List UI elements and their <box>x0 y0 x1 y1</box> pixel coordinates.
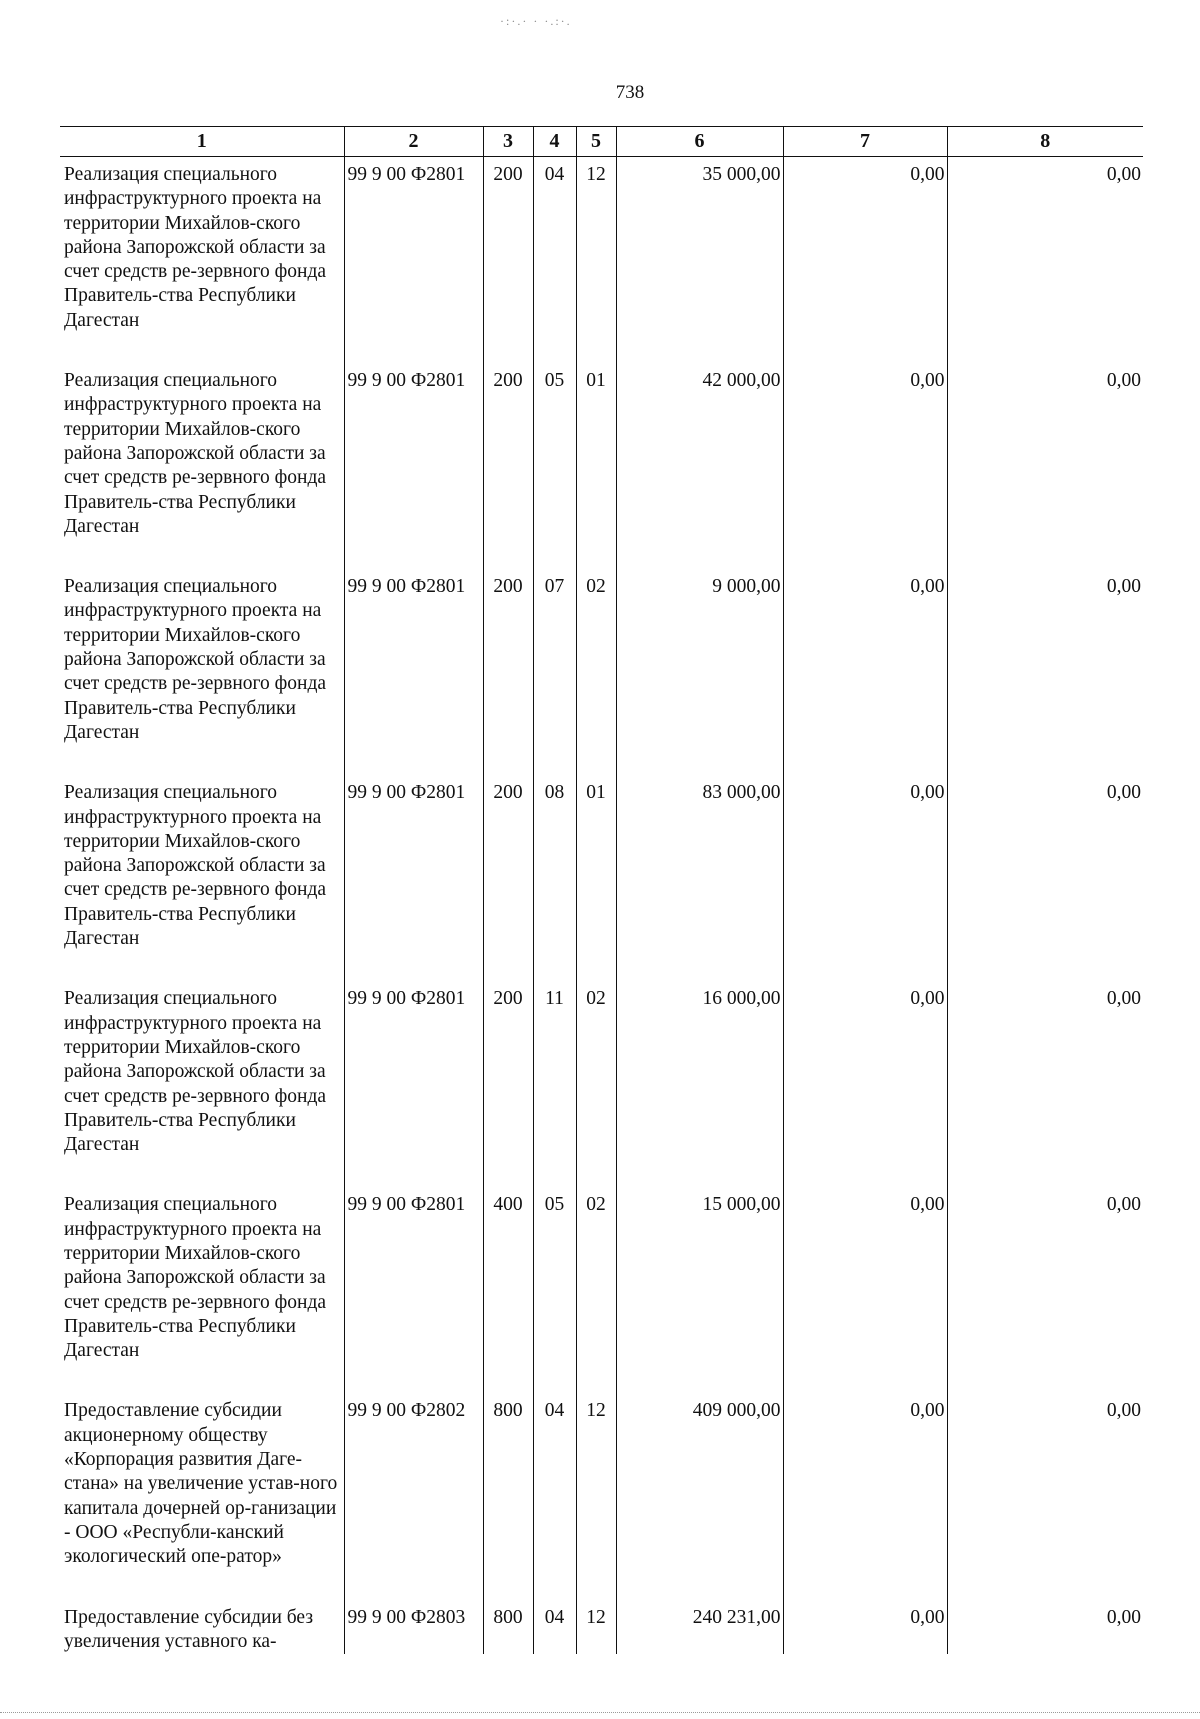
row-name-cell: Предоставление субсидии акционерному обществу «Корпорация развития Даге-стана» на увеличение устав-ного капитала дочерней ор-ганизации - ООО «Республи-канский экологический опе-ратор» <box>64 1400 338 1568</box>
row-c5-cell: 01 <box>576 363 616 569</box>
row-c5-cell: 12 <box>576 1600 616 1655</box>
row-amount-cell: 240 231,00 <box>616 1600 783 1655</box>
row-amount-cell: 35 000,00 <box>616 157 783 364</box>
row-c3-cell: 200 <box>483 569 533 775</box>
row-c4-cell: 04 <box>533 1600 576 1655</box>
row-c4-cell: 05 <box>533 363 576 569</box>
row-c5-cell: 02 <box>576 981 616 1187</box>
row-c5-cell: 12 <box>576 157 616 364</box>
row-code-cell: 99 9 00 Ф2801 <box>344 157 483 364</box>
row-code-cell: 99 9 00 Ф2802 <box>344 1393 483 1599</box>
row-c8-cell: 0,00 <box>947 981 1143 1187</box>
row-c4-cell: 08 <box>533 775 576 981</box>
row-name-cell: Предоставление субсидии без увеличения уставного ка- <box>64 1606 314 1652</box>
row-amount-cell: 83 000,00 <box>616 775 783 981</box>
row-amount-cell: 409 000,00 <box>616 1393 783 1599</box>
row-c5-cell: 02 <box>576 569 616 775</box>
row-c3-cell: 800 <box>483 1600 533 1655</box>
row-name-cell: Реализация специального инфраструктурного проекта на территории Михайлов-ского района Запорожской области за счет средств ре-зервного фонда Правитель-ства Республики Дагестан <box>64 782 327 950</box>
column-header: 4 <box>533 127 576 157</box>
row-c3-cell: 200 <box>483 157 533 364</box>
table-header-row <box>60 127 1143 157</box>
row-c7-cell: 0,00 <box>783 1187 947 1393</box>
budget-table-wrapper <box>60 126 1143 1654</box>
row-c4-cell: 07 <box>533 569 576 775</box>
row-c8-cell: 0,00 <box>947 1600 1143 1655</box>
row-c4-cell: 11 <box>533 981 576 1187</box>
page-number: 738 <box>615 82 645 103</box>
column-header: 8 <box>947 127 1143 157</box>
table-row <box>60 157 1143 364</box>
row-c7-cell: 0,00 <box>783 1600 947 1655</box>
row-c8-cell: 0,00 <box>947 775 1143 981</box>
table-row <box>60 1187 1143 1393</box>
table-row <box>60 363 1143 569</box>
row-c3-cell: 800 <box>483 1393 533 1599</box>
row-amount-cell: 9 000,00 <box>616 569 783 775</box>
row-code-cell: 99 9 00 Ф2801 <box>344 569 483 775</box>
row-c8-cell: 0,00 <box>947 363 1143 569</box>
row-code-cell: 99 9 00 Ф2801 <box>344 775 483 981</box>
column-header: 5 <box>576 127 616 157</box>
row-c7-cell: 0,00 <box>783 775 947 981</box>
row-c3-cell: 200 <box>483 981 533 1187</box>
column-header: 1 <box>60 127 344 157</box>
row-code-cell: 99 9 00 Ф2803 <box>344 1600 483 1655</box>
column-header: 7 <box>783 127 947 157</box>
row-code-cell: 99 9 00 Ф2801 <box>344 363 483 569</box>
row-c8-cell: 0,00 <box>947 1393 1143 1599</box>
row-name-cell: Реализация специального инфраструктурного проекта на территории Михайлов-ского района Запорожской области за счет средств ре-зервного фонда Правитель-ства Республики Дагестан <box>64 988 327 1156</box>
row-name-cell: Реализация специального инфраструктурного проекта на территории Михайлов-ского района Запорожской области за счет средств ре-зервного фонда Правитель-ства Республики Дагестан <box>64 576 327 743</box>
row-c7-cell: 0,00 <box>783 363 947 569</box>
budget-table <box>60 126 1143 1654</box>
table-row <box>60 569 1143 775</box>
row-c7-cell: 0,00 <box>783 157 947 364</box>
row-c8-cell: 0,00 <box>947 1187 1143 1393</box>
row-c7-cell: 0,00 <box>783 981 947 1187</box>
row-c7-cell: 0,00 <box>783 1393 947 1599</box>
row-c5-cell: 12 <box>576 1393 616 1599</box>
row-code-cell: 99 9 00 Ф2801 <box>344 981 483 1187</box>
row-c4-cell: 04 <box>533 157 576 364</box>
row-c3-cell: 400 <box>483 1187 533 1393</box>
row-c5-cell: 01 <box>576 775 616 981</box>
column-header: 3 <box>483 127 533 157</box>
table-row <box>60 981 1143 1187</box>
row-c3-cell: 200 <box>483 363 533 569</box>
table-row <box>60 775 1143 981</box>
row-amount-cell: 42 000,00 <box>616 363 783 569</box>
column-header: 6 <box>616 127 783 157</box>
row-name-cell: Реализация специального инфраструктурного проекта на территории Михайлов-ского района Запорожской области за счет средств ре-зервного фонда Правитель-ства Республики Дагестан <box>64 1194 327 1362</box>
row-c4-cell: 05 <box>533 1187 576 1393</box>
row-name-cell: Реализация специального инфраструктурного проекта на территории Михайлов-ского района Запорожской области за счет средств ре-зервного фонда Правитель-ства Республики Дагестан <box>64 370 327 537</box>
row-code-cell: 99 9 00 Ф2801 <box>344 1187 483 1393</box>
row-c7-cell: 0,00 <box>783 569 947 775</box>
column-header: 2 <box>344 127 483 157</box>
table-row <box>60 1393 1143 1599</box>
row-c8-cell: 0,00 <box>947 157 1143 364</box>
scan-edge-line <box>0 1712 1200 1713</box>
row-c3-cell: 200 <box>483 775 533 981</box>
scan-artifact-top: ·:·.· · ·.:·. <box>500 14 572 28</box>
row-amount-cell: 16 000,00 <box>616 981 783 1187</box>
row-c5-cell: 02 <box>576 1187 616 1393</box>
row-c4-cell: 04 <box>533 1393 576 1599</box>
row-c8-cell: 0,00 <box>947 569 1143 775</box>
row-name-cell: Реализация специального инфраструктурного проекта на территории Михайлов-ского района Запорожской области за счет средств ре-зервного фонда Правитель-ства Республики Дагестан <box>64 164 327 331</box>
table-body <box>60 157 1143 1655</box>
row-amount-cell: 15 000,00 <box>616 1187 783 1393</box>
table-row <box>60 1600 1143 1655</box>
